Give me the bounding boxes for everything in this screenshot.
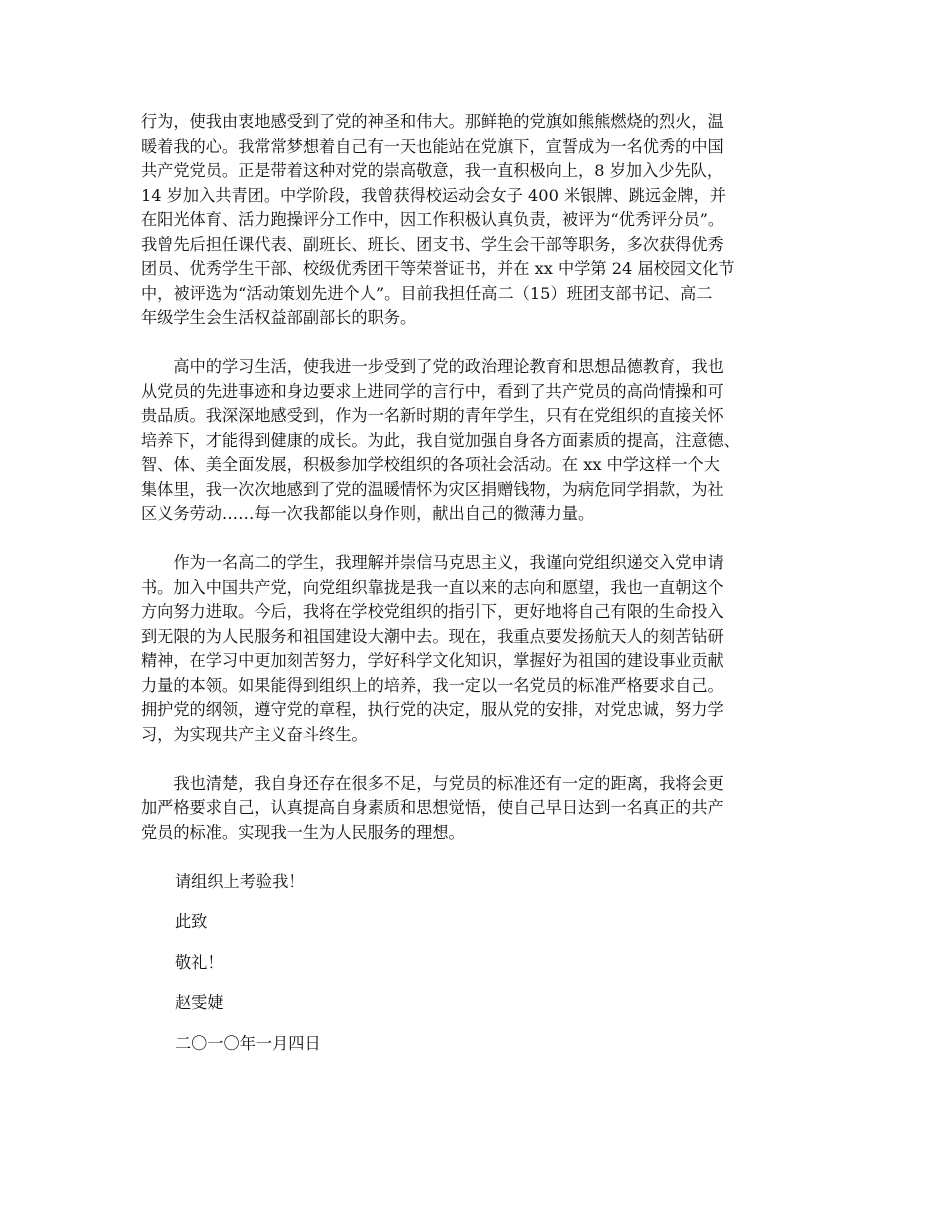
text-line: 加严格要求自己，认真提高自身素质和思想觉悟，使自己早日达到一名真正的共产	[141, 798, 724, 817]
text-line: 贵品质。我深深地感受到，作为一名新时期的青年学生，只有在党组织的直接关怀	[141, 406, 724, 425]
text-line: 中，被评选为“活动策划先进个人”。目前我担任高二（15）班团支部书记、高二	[141, 283, 713, 303]
text-line: 习，为实现共产主义奋斗终生。	[141, 724, 368, 744]
text-line: 共产党党员。正是带着这种对党的崇高敬意，我一直积极向上，8 岁加入少先队，	[141, 161, 724, 180]
signature: 赵雯婕	[175, 993, 224, 1012]
text-line: 培养下，才能得到健康的成长。为此，我自觉加强自身各方面素质的提高，注意德、	[141, 430, 740, 450]
salutation: 此致	[175, 912, 208, 931]
text-line: 方向努力进取。今后，我将在学校党组织的指引下，更好地将自己有限的生命投入	[141, 602, 724, 621]
regards: 敬礼！	[175, 952, 224, 972]
text-line: 从党员的先进事迹和身边要求上进同学的言行中，看到了共产党员的高尚情操和可	[141, 381, 724, 401]
text-line: 到无限的为人民服务和祖国建设大潮中去。现在，我重点要发扬航天人的刻苦钻研	[141, 626, 724, 646]
text-line: 党员的标准。实现我一生为人民服务的理想。	[141, 822, 465, 842]
text-line: 拥护党的纲领，遵守党的章程，执行党的决定，服从党的安排，对党忠诚，努力学	[141, 700, 724, 719]
text-line: 团员、优秀学生干部、校级优秀团干等荣誉证书，并在 xx 中学第 24 届校园文化节	[141, 259, 735, 278]
text-line: 高中的学习生活，使我进一步受到了党的政治理论教育和思想品德教育，我也	[173, 357, 724, 376]
text-line: 年级学生会生活权益部副部长的职务。	[141, 308, 417, 327]
paragraph-4	[141, 772, 829, 846]
paragraph-3	[141, 551, 829, 747]
text-line: 集体里，我一次次地感到了党的温暖情怀为灾区捐赠钱物，为病危同学捐款，为社	[141, 479, 724, 499]
text-line: 我也清楚，我自身还存在很多不足，与党员的标准还有一定的距离，我将会更	[173, 773, 724, 793]
text-line: 精神，在学习中更加刻苦努力，学好科学文化知识，掌握好为祖国的建设事业贡献	[141, 651, 724, 670]
text-line: 在阳光体育、活力跑操评分工作中，因工作积极认真负责，被评为“优秀评分员”。	[141, 210, 725, 229]
text-line: 力量的本领。如果能得到组织上的培养，我一定以一名党员的标准严格要求自己。	[141, 675, 724, 695]
document-page	[141, 110, 829, 1072]
date: 二〇一〇年一月四日	[175, 1033, 321, 1053]
text-line: 区义务劳动……每一次我都能以身作则，献出自己的微薄力量。	[141, 504, 595, 523]
paragraph-2	[141, 355, 829, 527]
text-line: 作为一名高二的学生，我理解并崇信马克思主义，我谨向党组织递交入党申请	[173, 553, 724, 572]
text-line: 书。加入中国共产党，向党组织靠拢是我一直以来的志向和愿望，我也一直朝这个	[141, 577, 724, 597]
text-line: 智、体、美全面发展，积极参加学校组织的各项社会活动。在 xx 中学这样一个大	[141, 455, 720, 474]
closing-request: 请组织上考验我！	[175, 871, 305, 891]
paragraph-1	[141, 110, 829, 331]
text-line: 暖着我的心。我常常梦想着自己有一天也能站在党旗下，宣誓成为一名优秀的中国	[141, 136, 724, 156]
text-line: 14 岁加入共青团。中学阶段，我曾获得校运动会女子 400 米银牌、跳远金牌，并	[141, 185, 726, 205]
text-line: 行为，使我由衷地感受到了党的神圣和伟大。那鲜艳的党旗如熊熊燃烧的烈火，温	[141, 112, 724, 131]
text-line: 我曾先后担任课代表、副班长、班长、团支书、学生会干部等职务，多次获得优秀	[141, 234, 724, 254]
